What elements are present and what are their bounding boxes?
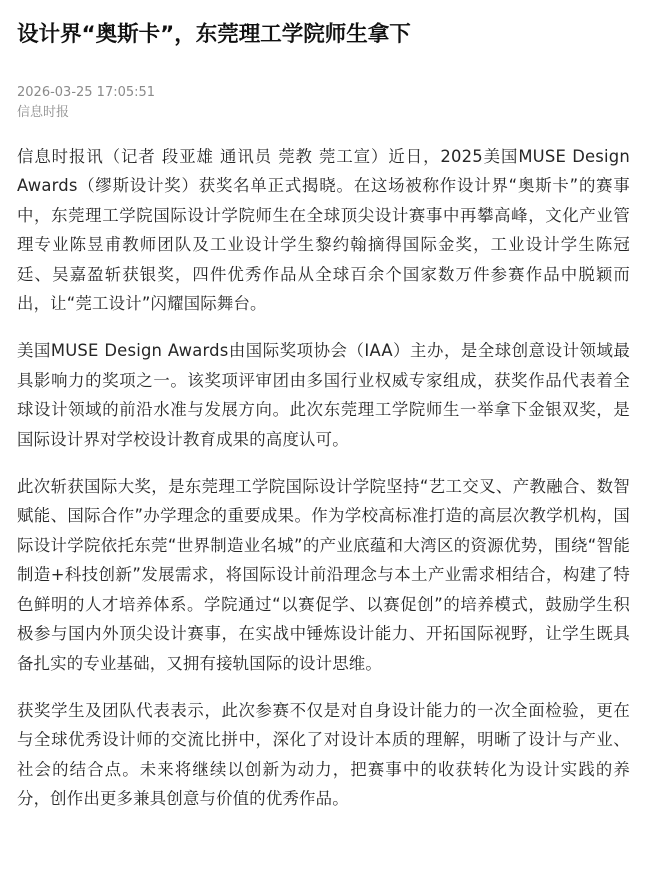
article-body <box>17 142 630 814</box>
paragraph-4: 获奖学生及团队代表表示，此次参赛不仅是对自身设计能力的一次全面检验，更在与全球优秀设计师的交流比拼中，深化了对设计本质的理解，明晰了设计与产业、社会的结合点。未来将继续以创新为动力，把赛事中的收获转化为设计实践的养分，创作出更多兼具创意与价值的优秀作品。 <box>17 700 630 809</box>
article-source: 信息时报 <box>17 105 70 120</box>
publish-date: 2026-03-25 17:05:51 <box>17 85 156 100</box>
article-meta <box>17 83 630 123</box>
paragraph-2: 美国MUSE Design Awards由国际奖项协会（IAA）主办，是全球创意设计领域最具影响力的奖项之一。该奖项评审团由多国行业权威专家组成，获奖作品代表着全球设计领域的前沿水准与发展方向。此次东莞理工学院师生一举拿下金银双奖，是国际设计界对学校设计教育成果的高度认可。 <box>17 341 630 449</box>
article-title: 设计界“奥斯卡”，东莞理工学院师生拿下 <box>17 22 411 47</box>
paragraph-1: 信息时报讯（记者 段亚雄 通讯员 莞教 莞工宣）近日，2025美国MUSE Design Awards（缪斯设计奖）获奖名单正式揭晓。在这场被称作设计界“奥斯卡”的赛事中，东莞理工学院国际设计学院师生在全球顶尖设计赛事中再攀高峰，文化产业管理专业陈昱甫教师团队及工业设计学生黎约翰摘得国际金奖，工业设计学生陈冠廷、吴嘉盈斩获银奖，四件优秀作品从全球百余个国家数万件参赛作品中脱颖而出，让“莞工设计”闪耀国际舞台。 <box>17 147 630 314</box>
paragraph-3: 此次斩获国际大奖，是东莞理工学院国际设计学院坚持“艺工交叉、产教融合、数智赋能、国际合作”办学理念的重要成果。作为学校高标准打造的高层次教学机构，国际设计学院依托东莞“世界制造业名城”的产业底蕴和大湾区的资源优势，围绕“智能制造+科技创新”发展需求，将国际设计前沿理念与本土产业需求相结合，构建了特色鲜明的人才培养体系。学院通过“以赛促学、以赛促创”的培养模式，鼓励学生积极参与国内外顶尖设计赛事，在实战中锤炼设计能力、开拓国际视野，让学生既具备扎实的专业基础，又拥有接轨国际的设计思维。 <box>17 477 630 673</box>
